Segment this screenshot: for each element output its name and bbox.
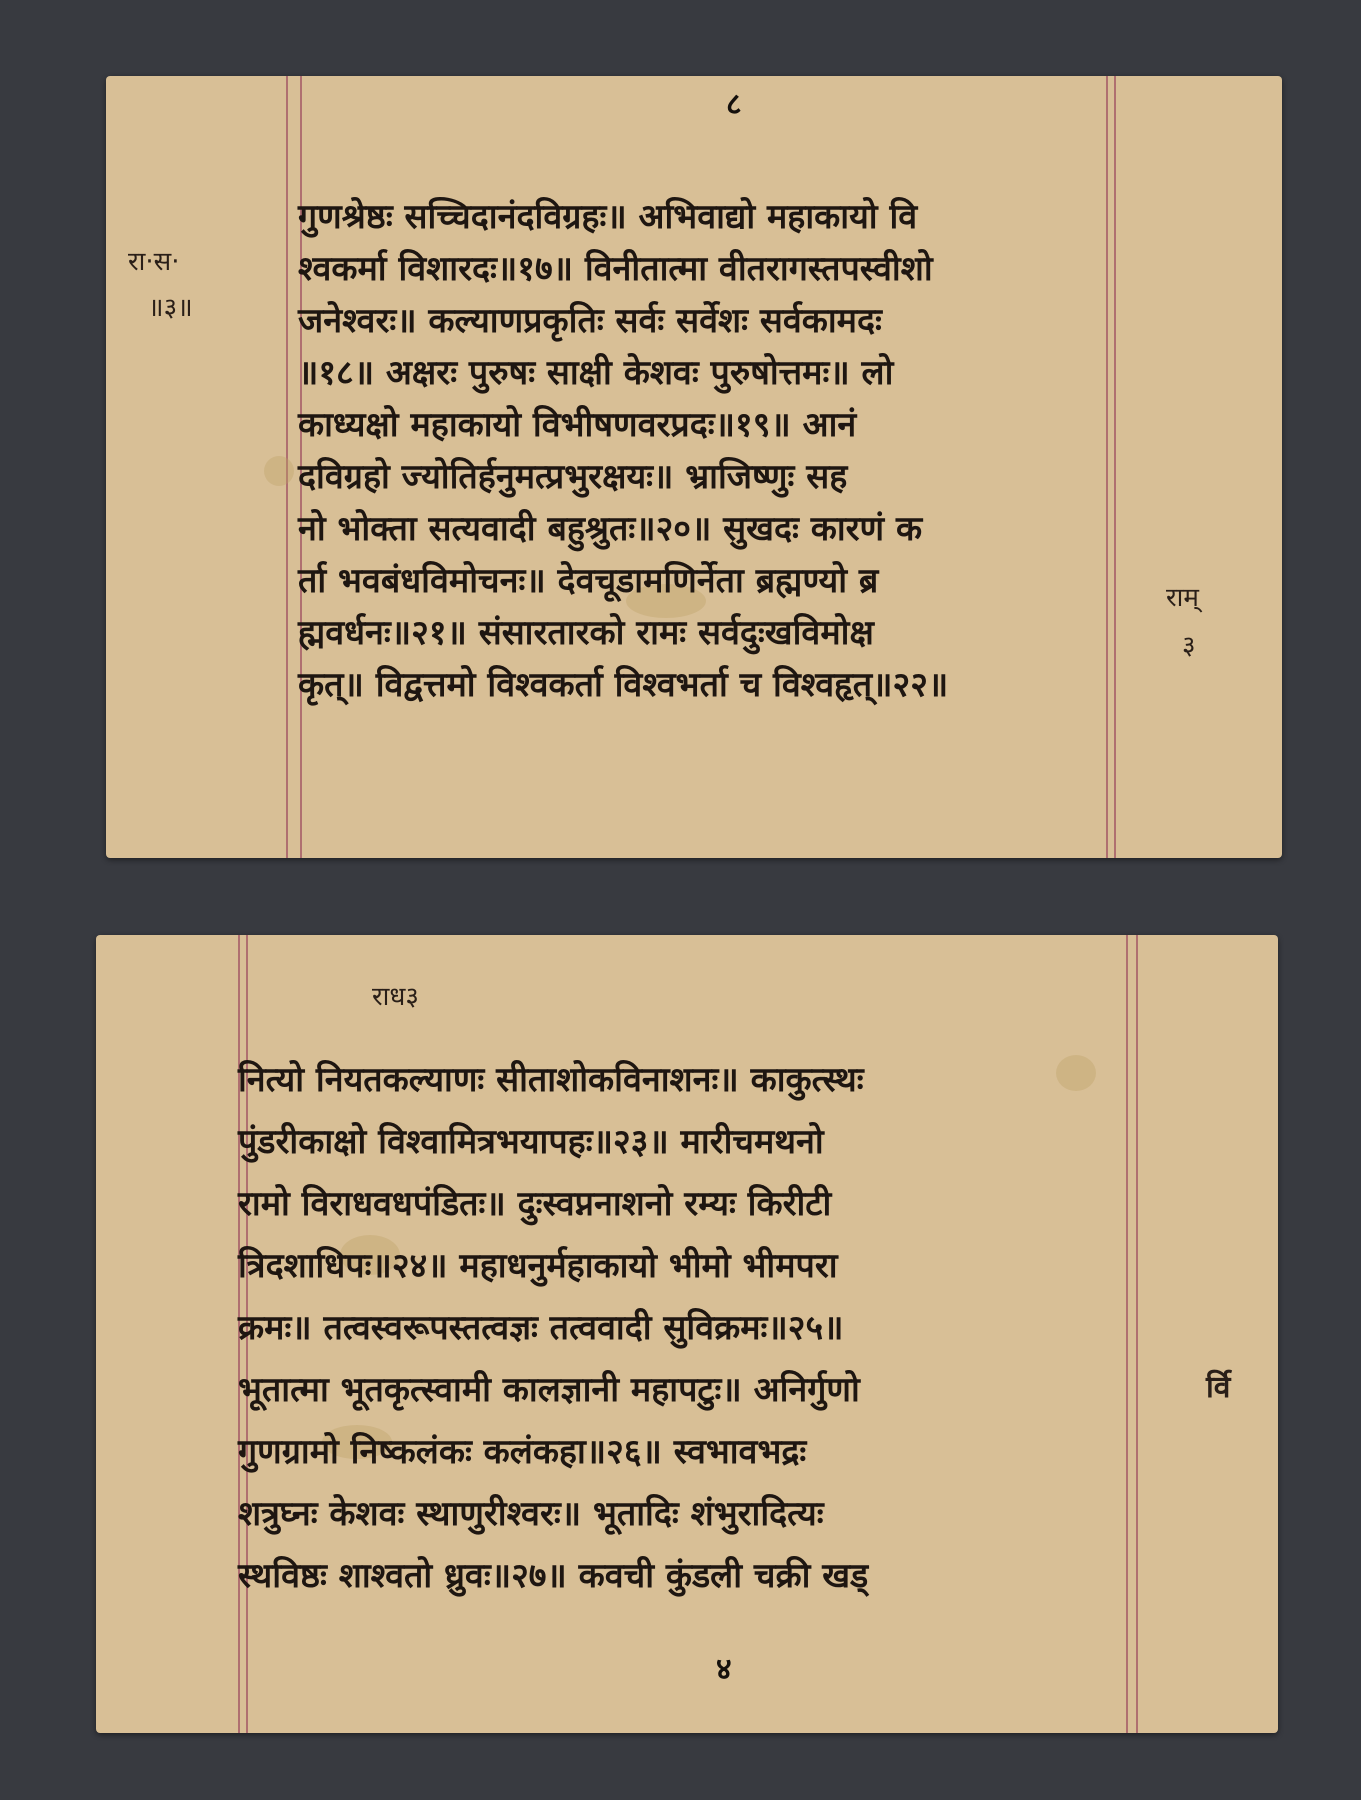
manuscript-folio-bottom [96,935,1278,1733]
text-line: गुणश्रेष्ठः सच्चिदानंदविग्रहः॥ अभिवाद्यो महाकायो वि [298,197,918,237]
text-line: ह्मवर्धनः॥२१॥ संसारतारको रामः सर्वदुःखविमोक्ष [298,613,874,653]
text-block [238,1060,1138,1623]
left-margin-note: ॥३॥ [148,293,193,323]
manuscript-folio-top [106,76,1282,858]
text-line: भूतात्मा भूतकृत्स्वामी कालज्ञानी महापटुः॥ अनिर्गुणो [238,1370,860,1410]
text-line: दविग्रहो ज्योतिर्हनुमत्प्रभुरक्षयः॥ भ्राजिष्णुः सह [298,457,848,497]
text-line: काध्यक्षो महाकायो विभीषणवरप्रदः॥१९॥ आनं [298,405,857,445]
folio-number: ८ [726,87,742,122]
text-line: ॥१८॥ अक्षरः पुरुषः साक्षी केशवः पुरुषोत्तमः॥ लो [298,353,894,393]
text-line: श्वकर्मा विशारदः॥१७॥ विनीतात्मा वीतरागस्तपस्वीशो [298,249,933,289]
text-line: त्रिदशाधिपः॥२४॥ महाधनुर्महाकायो भीमो भीमपरा [238,1246,838,1286]
text-line: नो भोक्ता सत्यवादी बहुश्रुतः॥२०॥ सुखदः कारणं क [298,509,923,549]
text-line: पुंडरीकाक्षो विश्वामित्रभयापहः॥२३॥ मारीचमथनो [238,1122,824,1162]
right-margin-note: र्वि [1206,1370,1231,1405]
text-block [298,197,1128,800]
top-margin-note: राध३ [372,982,419,1012]
text-line: स्थविष्ठः शाश्वतो ध्रुवः॥२७॥ कवची कुंडली चक्री खड् [238,1556,869,1596]
text-line: रामो विराधवधपंडितः॥ दुःस्वप्ननाशनो रम्यः किरीटी [238,1184,832,1224]
text-line: कृत्॥ विद्वत्तमो विश्वकर्ता विश्वभर्ता च विश्वहृत्॥२२॥ [298,665,949,705]
text-line: नित्यो नियतकल्याणः सीताशोकविनाशनः॥ काकुत्स्थः [238,1060,864,1100]
ink-smudge [264,456,294,486]
right-margin-note: ३ [1182,631,1196,661]
text-line: गुणग्रामो निष्कलंकः कलंकहा॥२६॥ स्वभावभद्रः [238,1432,807,1472]
left-margin-note: रा·स· [128,247,180,277]
text-line: क्रमः॥ तत्वस्वरूपस्तत्वज्ञः तत्ववादी सुविक्रमः॥२५॥ [238,1308,844,1348]
right-margin-note: राम् [1166,583,1199,613]
text-line: जनेश्वरः॥ कल्याणप्रकृतिः सर्वः सर्वेशः सर्वकामदः [298,301,882,341]
text-line: र्ता भवबंधविमोचनः॥ देवचूडामणिर्नेता ब्रह्मण्यो ब्र [298,561,879,601]
text-line: शत्रुघ्नः केशवः स्थाणुरीश्वरः॥ भूतादिः शंभुरादित्यः [238,1494,824,1534]
folio-number: ४ [716,1652,732,1687]
